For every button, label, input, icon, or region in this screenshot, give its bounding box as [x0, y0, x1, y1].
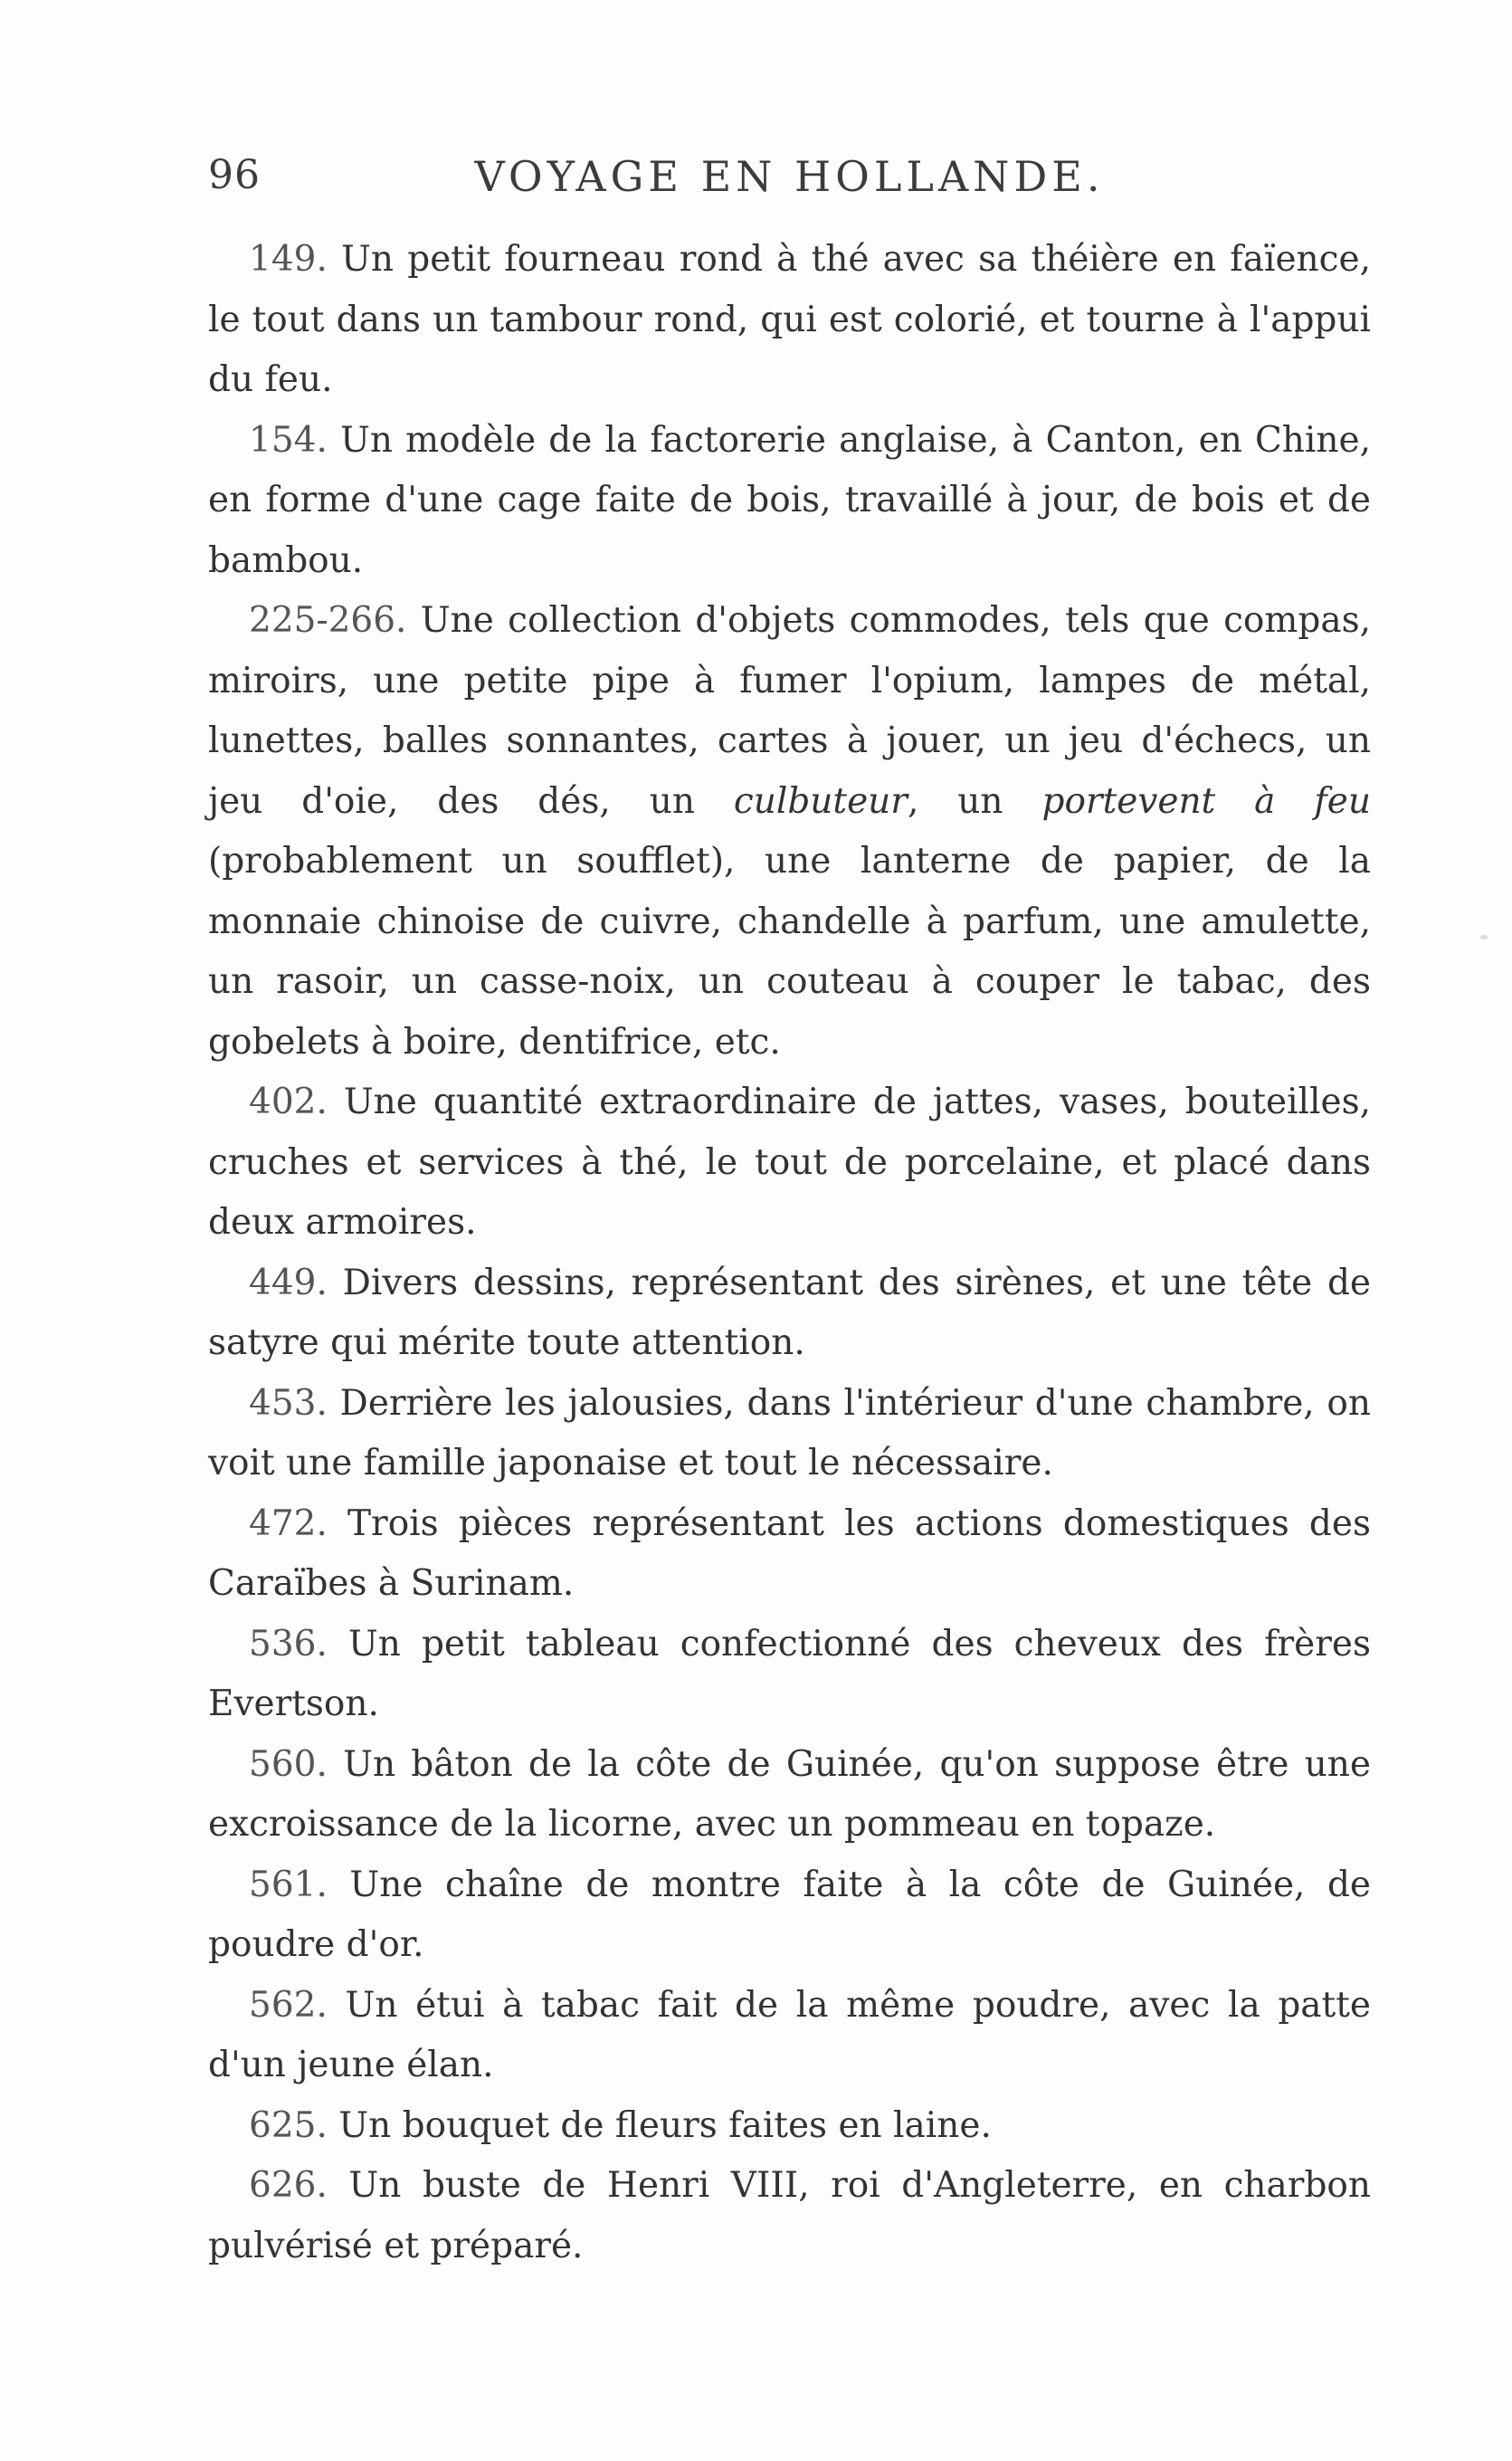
entry-text: (probablement un soufflet), une lanterne de papier, de la monnaie chinoise de cuivre, chandelle à parfum, une amulette, un rasoir, un casse-noix, un couteau à couper le tabac, des gobelets à boire, dentifrice, etc. [208, 841, 1371, 1063]
catalogue-entry-562 [208, 1976, 1371, 2096]
catalogue-entry-225-266 [208, 591, 1371, 1073]
catalogue-text [208, 230, 1371, 2276]
page-number: 96 [208, 152, 261, 198]
entry-text: Un modèle de la factorerie anglaise, à Canton, en Chine, en forme d'une cage faite de bois, travaillé à jour, de bois et de bambou. [208, 419, 1371, 581]
entry-number: 562. [249, 1984, 328, 2026]
catalogue-entry-536 [208, 1615, 1371, 1735]
page-header [208, 152, 1371, 206]
paper-speck [1480, 935, 1488, 940]
catalogue-entry-472 [208, 1494, 1371, 1615]
entry-italic-term: culbuteur [733, 780, 908, 822]
entry-text: Une chaîne de montre faite à la côte de Guinée, de poudre d'or. [208, 1864, 1371, 1965]
catalogue-entry-402 [208, 1073, 1371, 1254]
entry-text: Une quantité extraordinaire de jattes, vases, bouteilles, cruches et services à thé, le tout de porcelaine, et placé dans deux armoires. [208, 1082, 1371, 1243]
entry-number: 449. [249, 1262, 328, 1303]
entry-text: , un [907, 780, 1003, 822]
entry-number: 625. [249, 2104, 328, 2146]
entry-number: 453. [249, 1382, 328, 1424]
catalogue-entry-625 [208, 2096, 1371, 2157]
entry-number: 402. [249, 1082, 328, 1122]
running-title: VOYAGE EN HOLLANDE. [474, 152, 1105, 201]
entry-text: Un petit tableau confectionné des cheveux des frères Evertson. [208, 1623, 1371, 1724]
entry-text: Un buste de Henri VIII, roi d'Angleterre, en charbon pulvérisé et préparé. [208, 2165, 1372, 2266]
entry-text: Un petit fourneau rond à thé avec sa théière en faïence, le tout dans un tambour rond, qui est colorié, et tourne à l'appui du feu. [208, 239, 1371, 400]
catalogue-entry-561 [208, 1855, 1371, 1976]
entry-number: 536. [249, 1623, 328, 1665]
entry-number: 626. [249, 2165, 328, 2206]
catalogue-entry-149 [208, 230, 1371, 411]
entry-number: 561. [249, 1864, 328, 1905]
entry-text: Derrière les jalousies, dans l'intérieur d'une chambre, on voit une famille japonaise et tout le nécessaire. [208, 1382, 1371, 1483]
entry-text: Un étui à tabac fait de la même poudre, avec la patte d'un jeune élan. [208, 1984, 1371, 2085]
catalogue-entry-154 [208, 411, 1371, 592]
entry-text: Un bâton de la côte de Guinée, qu'on suppose être une excroissance de la licorne, avec un pommeau en topaze. [208, 1743, 1371, 1845]
entry-number: 149. [249, 239, 328, 280]
entry-number: 154. [249, 419, 328, 461]
catalogue-entry-453 [208, 1374, 1371, 1494]
entry-number: 472. [249, 1502, 328, 1544]
entry-text: Trois pièces représentant les actions domestiques des Caraïbes à Surinam. [208, 1502, 1371, 1604]
entry-text: Un bouquet de fleurs faites en laine. [338, 2104, 992, 2146]
catalogue-entry-449 [208, 1254, 1371, 1374]
entry-italic-term: portevent à feu [1041, 780, 1372, 822]
entry-number: 560. [249, 1743, 328, 1785]
entry-number: 225-266. [249, 600, 407, 641]
catalogue-entry-626 [208, 2156, 1371, 2276]
entry-text: Une collection d'objets commodes, tels que compas, miroirs, une petite pipe à fumer l'opium, lampes de métal, lunettes, balles sonnantes, cartes à jouer, un jeu d'échecs, un jeu d'oie, des dés, un [208, 600, 1371, 822]
catalogue-entry-560 [208, 1735, 1371, 1855]
entry-text: Divers dessins, représentant des sirènes, et une tête de satyre qui mérite toute attention. [208, 1262, 1371, 1363]
